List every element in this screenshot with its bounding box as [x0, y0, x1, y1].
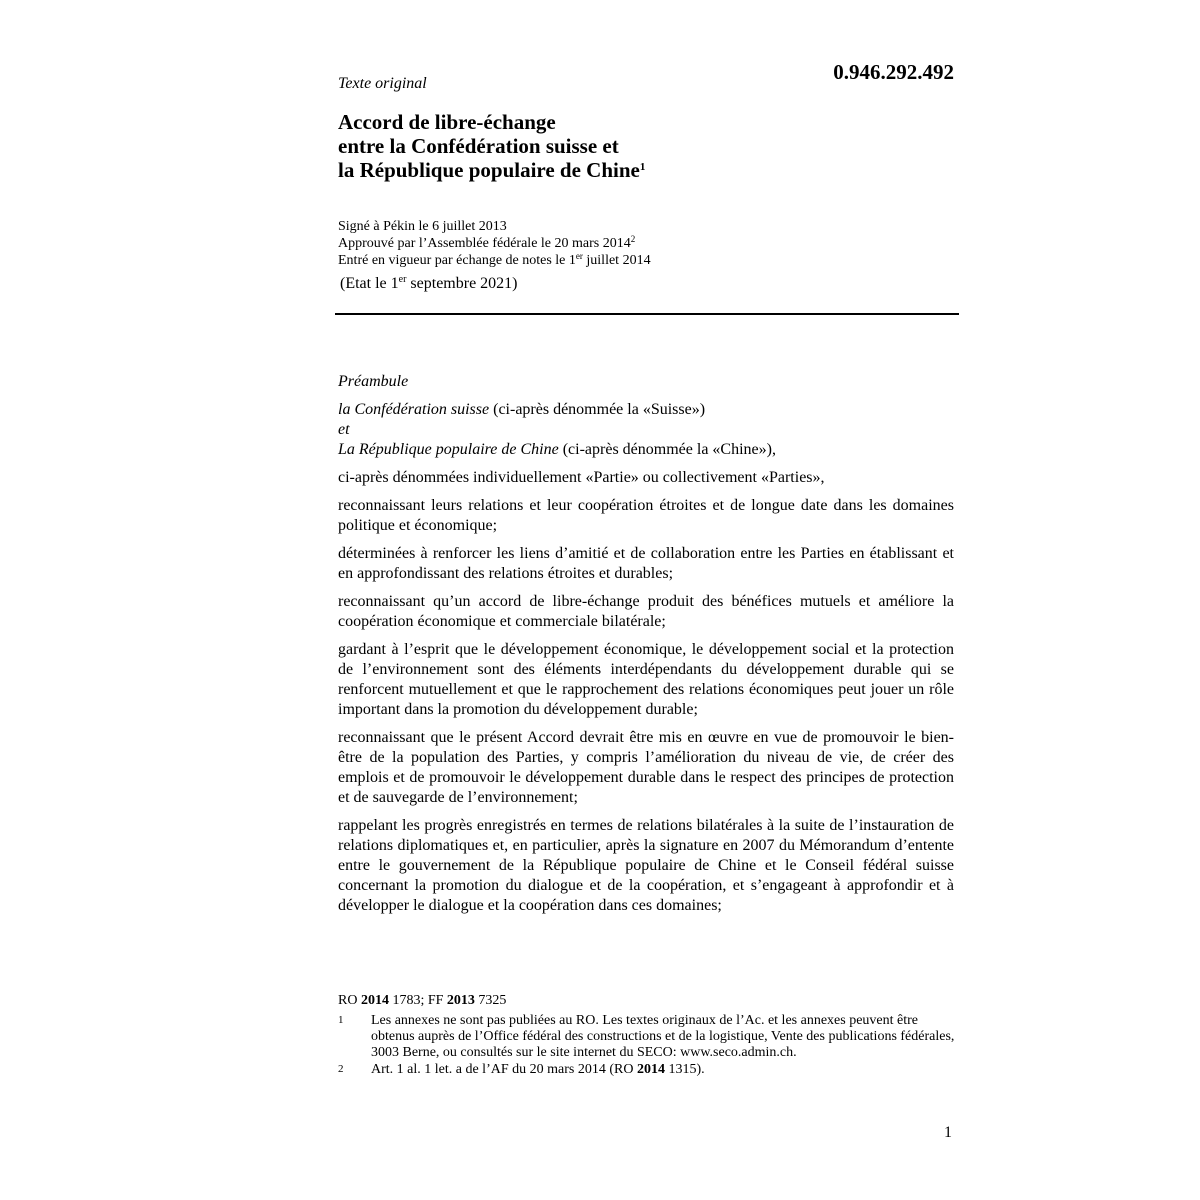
preamble-heading: Préambule	[338, 373, 409, 390]
footnote-2	[338, 1062, 958, 1078]
title-line-3	[338, 158, 938, 182]
ro-reference: RO 2014 1783; FF 2013 7325	[338, 993, 507, 1008]
original-text-label: Texte original	[338, 75, 427, 92]
footnote-number: 2	[338, 1063, 344, 1075]
document-title	[338, 110, 938, 182]
preamble-paragraph: reconnaissant que le présent Accord devrait être mis en œuvre en vue de promouvoir le bien-être de la population des Parties, y compris l’amélioration du niveau de vie, de créer des emplois et de promouvoir le développement durable dans le respect des principes de protection et de sauvegarde de l’environnement;	[338, 729, 954, 806]
title-footnote-ref[interactable]: 1	[639, 161, 646, 173]
preamble-paragraph: rappelant les progrès enregistrés en termes de relations bilatérales à la suite de l’instauration de relations diplomatiques et, en particulier, après la signature en 2007 du Mémorandum d’entente entre le gouvernement de la République populaire de Chine et le Conseil fédéral suisse concernant la promotion du dialogue et de la coopération, et s’engageant à approfondir et à développer le dialogue et la coopération dans ces domaines;	[338, 817, 954, 914]
title-line-2: entre la Confédération suisse et	[338, 134, 619, 158]
entry-into-force-date: Entré en vigueur par échange de notes le 1er juillet 2014	[338, 251, 651, 268]
preamble-paragraph: déterminées à renforcer les liens d’amitié et de collaboration entre les Parties en établissant et en approfondissant des relations étroites et durables;	[338, 545, 954, 582]
footnote-1	[338, 1013, 958, 1061]
approved-footnote-ref[interactable]: 2	[630, 234, 636, 244]
preamble-paragraph: ci-après dénommées individuellement «Partie» ou collectivement «Parties»,	[338, 469, 825, 486]
footnote-text: Les annexes ne sont pas publiées au RO. Les textes originaux de l’Ac. et les annexes peuvent être obtenus auprès de l’Office fédéral des constructions et de la logistique, Vente des publications fédérales, 3003 Berne, ou consultés sur le site internet du SECO: www.seco.admin.ch.	[371, 1013, 955, 1060]
header-divider	[335, 313, 959, 315]
preamble-section	[338, 372, 954, 924]
preamble-paragraph: reconnaissant leurs relations et leur coopération étroites et de longue date dans les domaines politique et économique;	[338, 497, 954, 534]
page-number: 1	[944, 1124, 952, 1141]
footnotes-section	[338, 993, 958, 1079]
footnote-text: Art. 1 al. 1 let. a de l’AF du 20 mars 2014 (RO 2014 1315).	[371, 1062, 705, 1077]
title-line-3-text: la République populaire de Chine	[338, 158, 640, 182]
party-switzerland: la Confédération suisse (ci-après dénommée la «Suisse»)	[338, 401, 706, 418]
approved-date: Approuvé par l’Assemblée fédérale le 20 mars 2014$^2$	[338, 234, 636, 251]
sr-number: 0.946.292.492	[833, 60, 954, 84]
title-line-1: Accord de libre-échange	[338, 110, 556, 134]
document-dates	[338, 218, 651, 269]
preamble-paragraph: reconnaissant qu’un accord de libre-échange produit des bénéfices mutuels et améliore la coopération économique et commerciale bilatérale;	[338, 593, 954, 630]
status-date: (Etat le 1er septembre 2021)	[340, 274, 518, 292]
party-china: La République populaire de Chine (ci-après dénommée la «Chine»),	[338, 441, 776, 458]
preamble-paragraph: gardant à l’esprit que le développement économique, le développement social et la protection de l’environnement sont des éléments interdépendants du développement durable qui se renforcent mutuellement et que le rapprochement des relations économiques peut jouer un rôle important dans la promotion du développement durable;	[338, 641, 954, 718]
conjunction: et	[338, 421, 350, 438]
footnote-number: 1	[338, 1014, 344, 1026]
signed-date: Signé à Pékin le 6 juillet 2013	[338, 219, 507, 234]
